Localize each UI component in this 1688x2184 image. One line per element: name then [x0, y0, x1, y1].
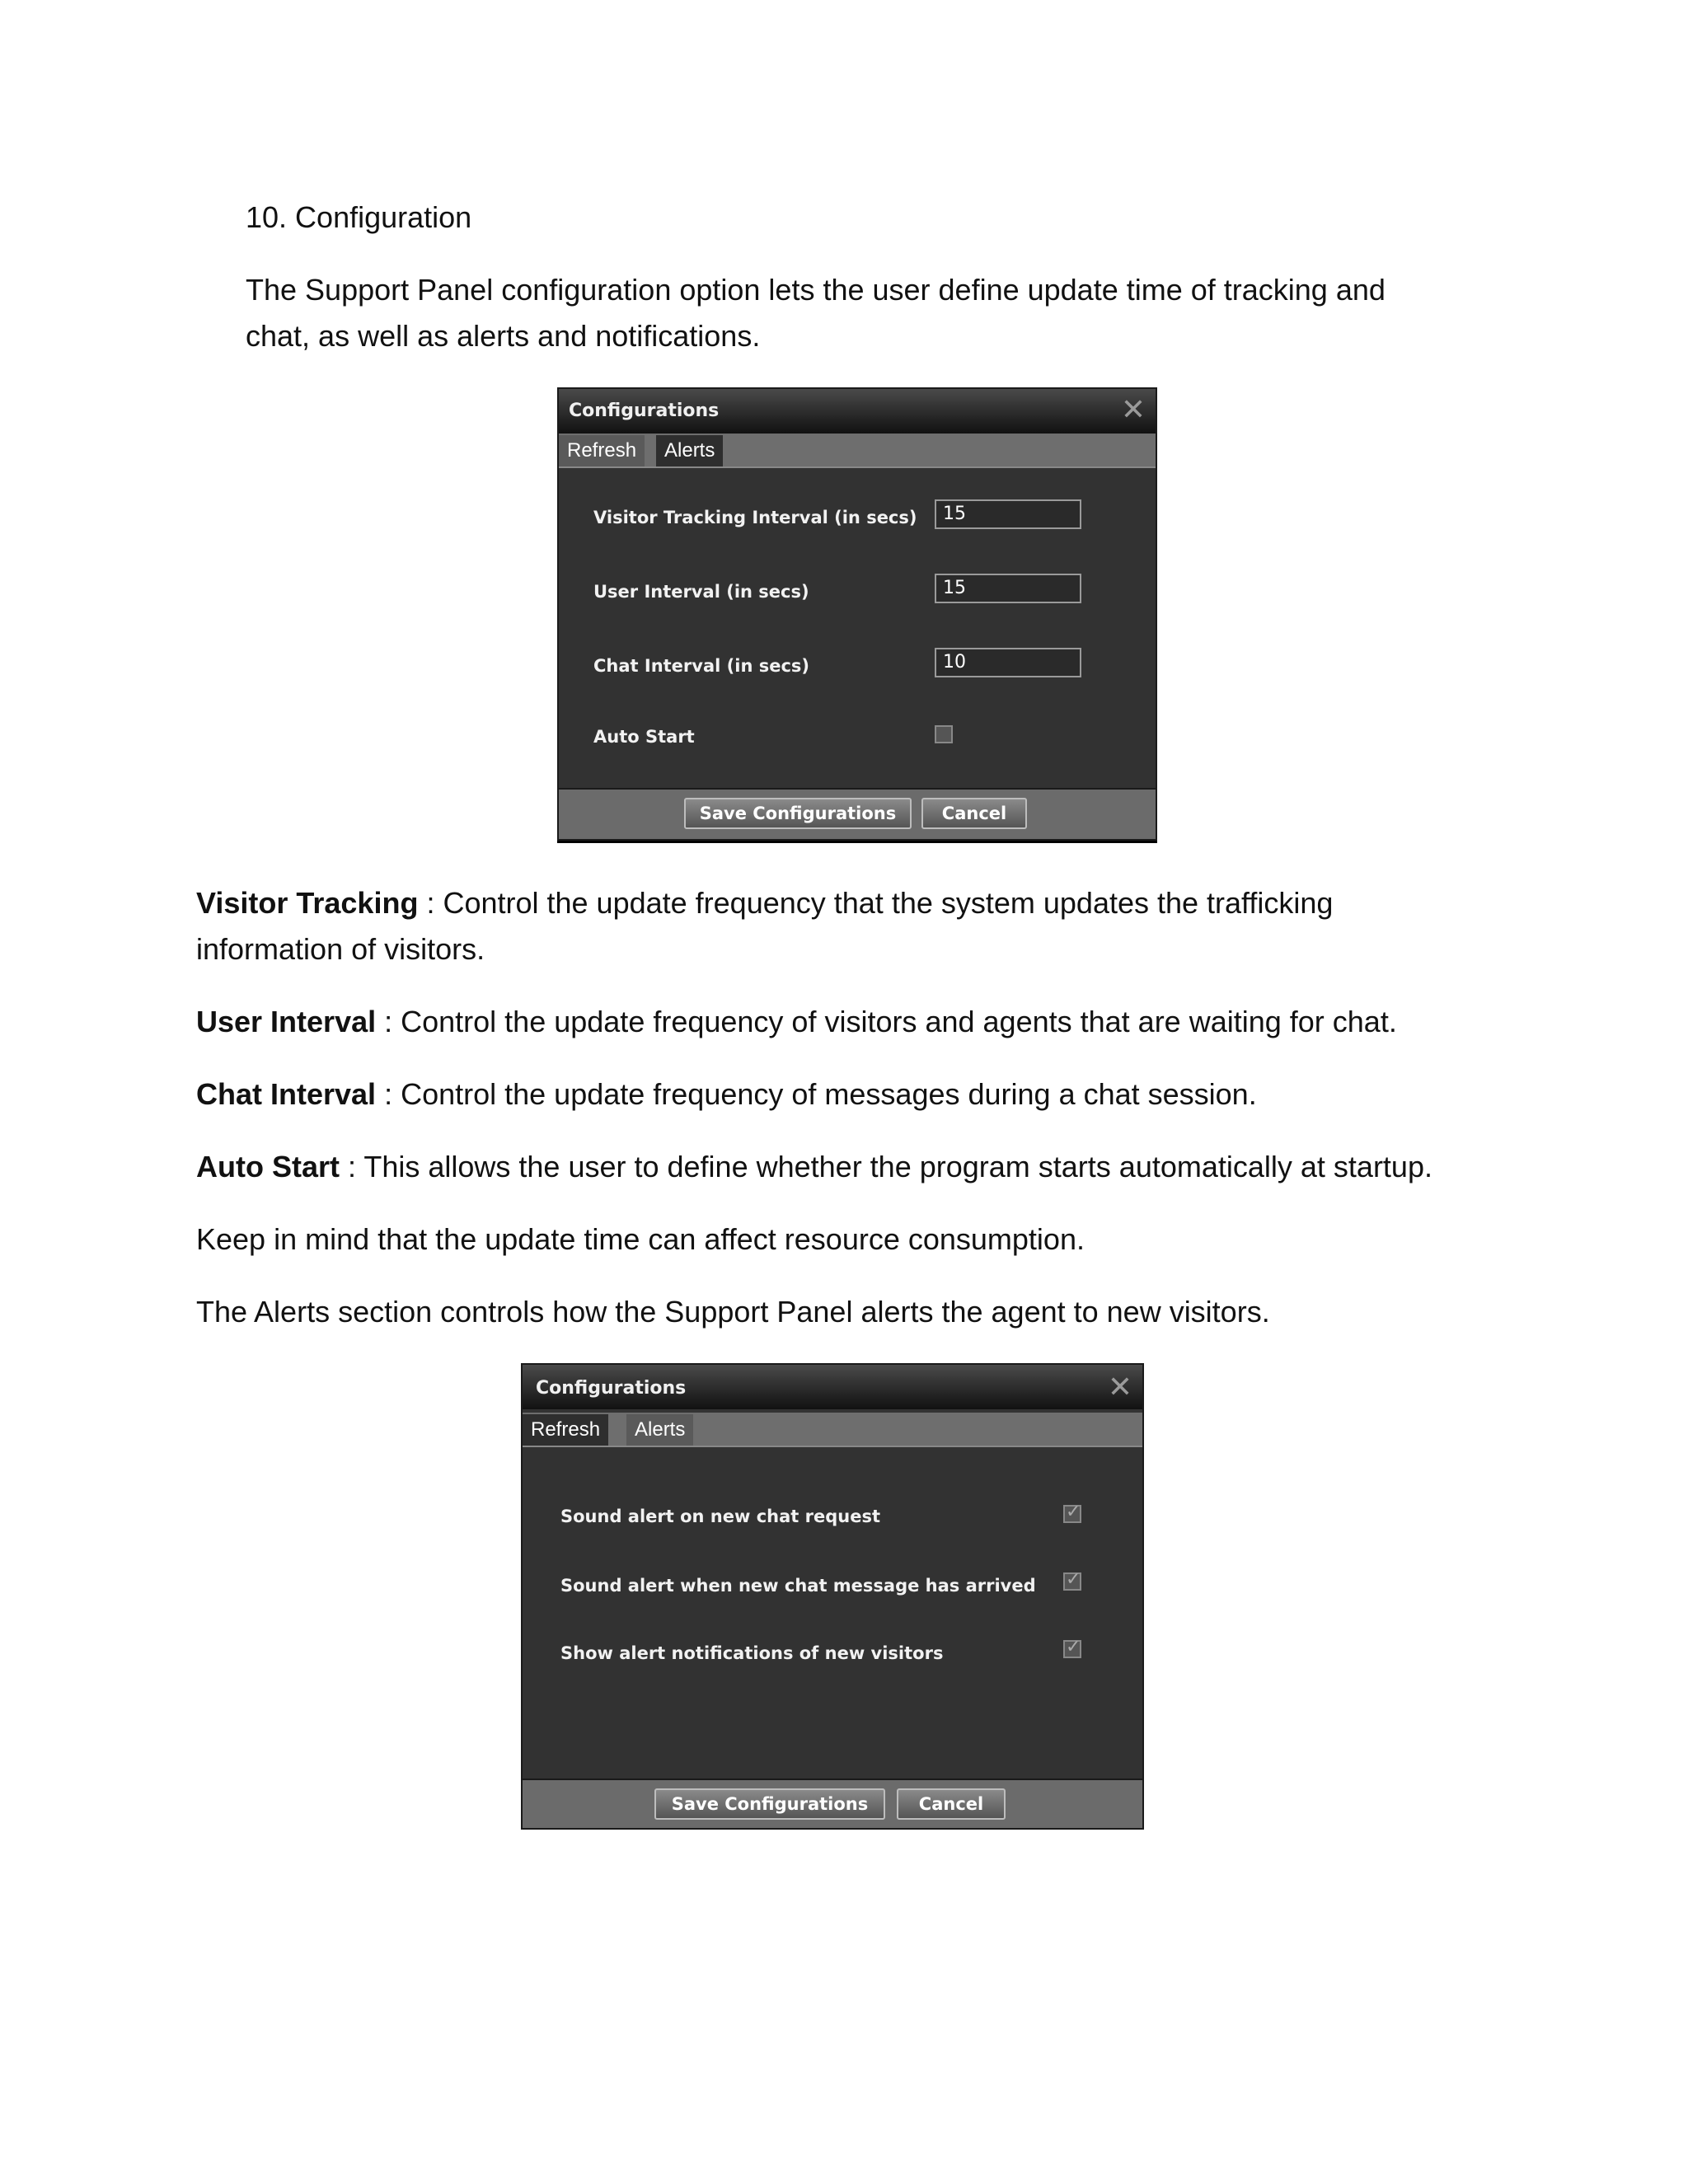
- def-visitor-tracking-cont: information of visitors.: [196, 932, 485, 966]
- config-dialog-alerts: [521, 1363, 1144, 1830]
- def-sep: :: [340, 1150, 364, 1183]
- user-interval-field[interactable]: 15: [935, 574, 1081, 603]
- tab-bar: [523, 1413, 1142, 1447]
- tab-refresh[interactable]: Refresh: [559, 435, 645, 466]
- tab-alerts[interactable]: Alerts: [626, 1414, 693, 1446]
- option-label: Show alert notifications of new visitors: [560, 1643, 944, 1663]
- def-user-interval: [196, 999, 1397, 1045]
- chat-interval-label: Chat Interval (in secs): [593, 656, 809, 676]
- config-dialog-refresh: [557, 387, 1157, 841]
- user-interval-label: User Interval (in secs): [593, 582, 809, 602]
- dialog-title: Configurations: [569, 401, 720, 421]
- section-title: 10. Configuration: [246, 200, 472, 234]
- note-text: Keep in mind that the update time can affect resource consumption.: [196, 1222, 1085, 1256]
- visitor-tracking-field[interactable]: 15: [935, 499, 1081, 529]
- def-text: Control the update frequency of messages during a chat session.: [401, 1077, 1257, 1111]
- cancel-button[interactable]: Cancel: [897, 1788, 1006, 1820]
- dialog-footer: [523, 1780, 1142, 1828]
- close-icon[interactable]: ✕: [1120, 393, 1146, 427]
- alerts-intro: The Alerts section controls how the Support Panel alerts the agent to new visitors.: [196, 1295, 1270, 1329]
- def-visitor-tracking: [196, 880, 1333, 926]
- def-term: User Interval: [196, 1005, 377, 1038]
- tab-bar: [559, 434, 1156, 468]
- save-configurations-button[interactable]: Save Configurations: [684, 798, 912, 829]
- def-sep: :: [376, 1077, 401, 1111]
- tab-refresh[interactable]: Refresh: [523, 1414, 608, 1446]
- def-text: This allows the user to define whether the program starts automatically at startup.: [363, 1150, 1432, 1183]
- dialog-body: [559, 468, 1156, 790]
- option-label: Sound alert on new chat request: [560, 1507, 880, 1526]
- dialog-body: [523, 1447, 1142, 1780]
- auto-start-label: Auto Start: [593, 727, 695, 747]
- intro-line-1: The Support Panel configuration option lets the user define update time of tracking and: [246, 273, 1386, 307]
- auto-start-checkbox[interactable]: [935, 725, 953, 743]
- save-configurations-button[interactable]: Save Configurations: [654, 1788, 885, 1820]
- def-term: Visitor Tracking: [196, 886, 419, 920]
- dialog-footer: [559, 790, 1156, 839]
- visitor-tracking-label: Visitor Tracking Interval (in secs): [593, 508, 917, 527]
- def-chat-interval: [196, 1071, 1257, 1118]
- def-sep: :: [376, 1005, 401, 1038]
- def-term: Chat Interval: [196, 1077, 377, 1111]
- show-visitor-alerts-checkbox[interactable]: [1063, 1640, 1081, 1658]
- intro-line-2: chat, as well as alerts and notifications.: [246, 319, 761, 353]
- sound-chat-request-checkbox[interactable]: [1063, 1505, 1081, 1523]
- dialog-title: Configurations: [536, 1378, 687, 1399]
- chat-interval-field[interactable]: 10: [935, 648, 1081, 677]
- def-term: Auto Start: [196, 1150, 340, 1183]
- sound-chat-message-checkbox[interactable]: [1063, 1572, 1081, 1591]
- tab-alerts[interactable]: Alerts: [656, 435, 723, 466]
- def-text: Control the update frequency that the system updates the trafficking: [443, 886, 1334, 920]
- option-label: Sound alert when new chat message has arrived: [560, 1576, 1036, 1596]
- def-text: Control the update frequency of visitors and agents that are waiting for chat.: [401, 1005, 1397, 1038]
- def-sep: :: [418, 886, 443, 920]
- def-auto-start: [196, 1144, 1432, 1190]
- dialog-title-bar: [523, 1365, 1142, 1409]
- dialog-title-bar: [559, 389, 1156, 434]
- dialog-underline: [557, 841, 1157, 843]
- close-icon[interactable]: ✕: [1107, 1371, 1132, 1404]
- cancel-button[interactable]: Cancel: [921, 798, 1027, 829]
